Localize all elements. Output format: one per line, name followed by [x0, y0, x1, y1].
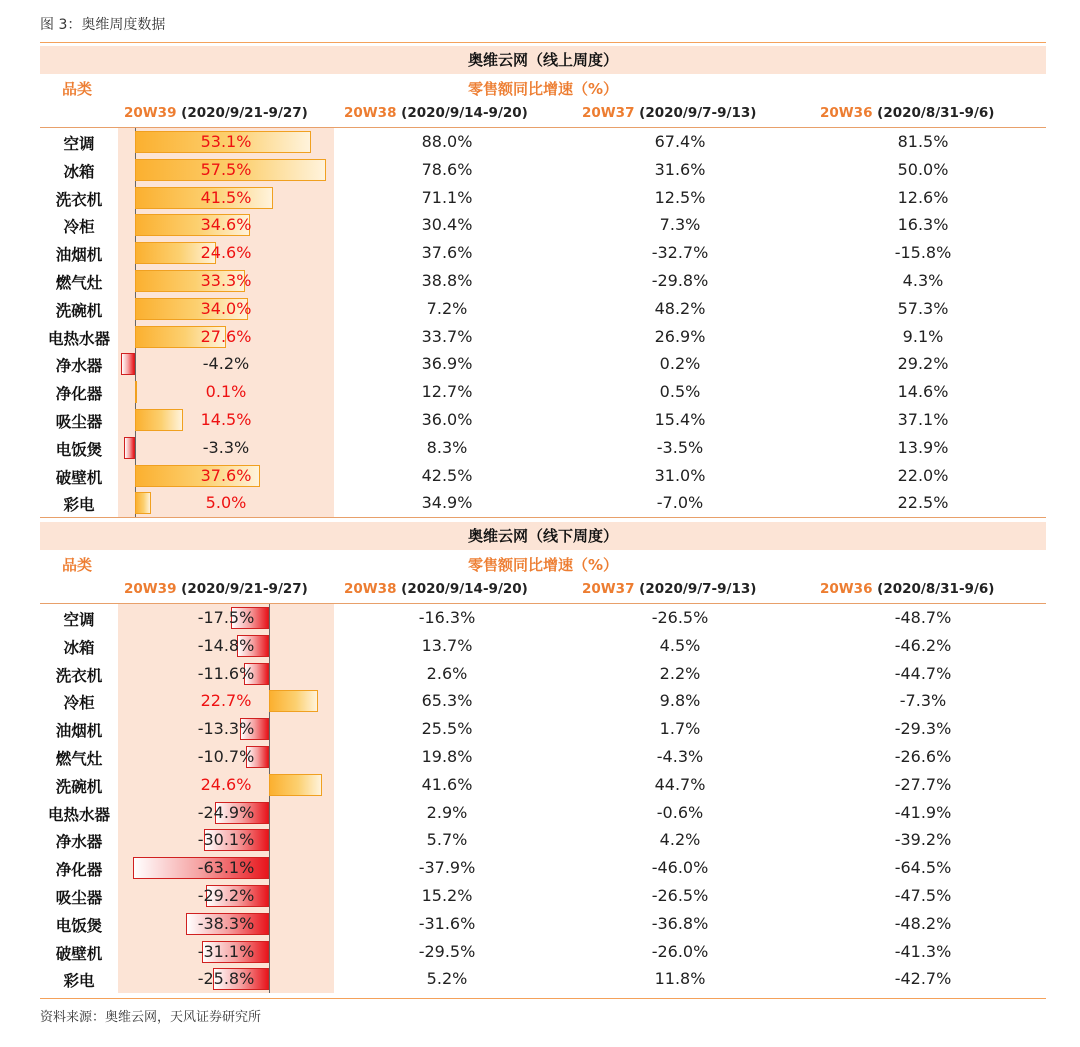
category-name: 电热水器	[47, 805, 110, 824]
value-20w36: -7.3%	[899, 691, 947, 711]
value-20w37: 11.8%	[654, 969, 706, 989]
category-name: 冰箱	[63, 638, 95, 657]
table-row	[40, 211, 1046, 239]
value-20w38: 36.0%	[421, 409, 473, 429]
value-20w36: 81.5%	[897, 132, 949, 151]
value-20w36: -44.7%	[894, 663, 952, 683]
value-20w38: -16.3%	[418, 608, 476, 627]
week-code: 20W36	[820, 581, 873, 597]
value-20w37: 67.4%	[654, 132, 706, 151]
value-20w37: 4.5%	[659, 635, 701, 655]
value-20w37: 12.5%	[654, 187, 706, 207]
top-rule	[40, 42, 1046, 43]
category-name: 净化器	[55, 861, 103, 880]
value-20w38: 15.2%	[421, 885, 473, 905]
value-20w38: 13.7%	[421, 635, 473, 655]
value-20w37: -46.0%	[651, 858, 709, 878]
value-20w39: 27.6%	[200, 326, 252, 346]
table-row	[40, 239, 1046, 267]
value-20w36: -41.9%	[894, 802, 952, 822]
week-header-20w38	[344, 581, 528, 597]
value-20w37: 2.2%	[659, 663, 701, 683]
week-header-20w39	[124, 105, 308, 121]
week-header-20w38	[344, 105, 528, 121]
category-name: 电饭煲	[55, 440, 103, 459]
value-20w39: -13.3%	[197, 719, 255, 739]
value-20w38: 8.3%	[426, 437, 468, 457]
value-20w38: 12.7%	[421, 382, 473, 402]
value-20w39: 57.5%	[200, 159, 252, 179]
value-20w37: -26.5%	[651, 885, 709, 905]
value-20w36: 16.3%	[897, 215, 949, 235]
week-range: (2020/9/14-9/20)	[396, 105, 528, 121]
category-name: 净水器	[55, 357, 103, 376]
week-code: 20W38	[344, 105, 397, 121]
value-20w39: -31.1%	[197, 941, 255, 961]
category-name: 洗衣机	[55, 666, 103, 685]
week-range: (2020/8/31-9/6)	[872, 581, 995, 597]
table-row	[40, 128, 1046, 156]
table-row	[40, 687, 1046, 715]
value-20w38: 33.7%	[421, 326, 473, 346]
value-20w37: 7.3%	[659, 215, 701, 235]
value-20w36: -15.8%	[894, 243, 952, 263]
value-20w37: 31.0%	[654, 465, 706, 485]
value-20w38: 5.2%	[426, 969, 468, 989]
category-name: 冷柜	[63, 694, 95, 713]
value-20w37: 48.2%	[654, 298, 706, 318]
metric-header: 零售额同比增速（%）	[467, 556, 619, 574]
category-name: 燃气灶	[55, 749, 103, 768]
table-body	[40, 128, 1046, 517]
value-20w37: -4.3%	[656, 746, 704, 766]
table-row	[40, 323, 1046, 351]
value-20w37: 31.6%	[654, 159, 706, 179]
offline-weekly-table	[40, 522, 1046, 993]
week-header-20w39	[124, 581, 308, 597]
value-20w37: -36.8%	[651, 913, 709, 933]
category-name: 油烟机	[55, 722, 103, 741]
value-20w37: -32.7%	[651, 243, 709, 263]
value-20w37: 9.8%	[659, 691, 701, 711]
value-20w36: -64.5%	[894, 858, 952, 878]
value-20w39: 22.7%	[200, 691, 252, 711]
category-name: 彩电	[63, 972, 95, 991]
category-header: 品类	[62, 556, 93, 574]
category-name: 破壁机	[55, 468, 103, 487]
value-20w37: 44.7%	[654, 774, 706, 794]
value-20w39: -29.2%	[197, 885, 255, 905]
value-20w39: 53.1%	[200, 132, 252, 151]
week-code: 20W37	[582, 105, 635, 121]
value-20w37: -26.0%	[651, 941, 709, 961]
value-20w37: 15.4%	[654, 409, 706, 429]
value-20w39: -24.9%	[197, 802, 255, 822]
value-20w36: -48.7%	[894, 608, 952, 627]
value-20w38: -31.6%	[418, 913, 476, 933]
table-row	[40, 406, 1046, 434]
value-20w36: -39.2%	[894, 830, 952, 850]
category-name: 洗碗机	[55, 777, 103, 796]
table-row	[40, 156, 1046, 184]
value-20w39: -17.5%	[197, 608, 255, 627]
category-name: 净化器	[55, 385, 103, 404]
value-20w39: -38.3%	[197, 913, 255, 933]
value-20w38: 37.6%	[421, 243, 473, 263]
value-20w38: 42.5%	[421, 465, 473, 485]
week-range: (2020/9/7-9/13)	[634, 581, 757, 597]
table-row	[40, 434, 1046, 462]
value-20w36: -46.2%	[894, 635, 952, 655]
category-name: 空调	[63, 611, 95, 629]
value-20w36: 22.0%	[897, 465, 949, 485]
week-header-20w36	[820, 105, 994, 121]
category-header: 品类	[62, 80, 93, 98]
week-header-20w36	[820, 581, 994, 597]
value-20w39: 41.5%	[200, 187, 252, 207]
table-row	[40, 826, 1046, 854]
table-row	[40, 267, 1046, 295]
week-range: (2020/9/7-9/13)	[634, 105, 757, 121]
category-name: 电热水器	[47, 329, 110, 348]
category-name: 洗衣机	[55, 190, 103, 209]
header-row	[40, 550, 1046, 577]
category-name: 吸尘器	[55, 412, 103, 431]
week-code: 20W37	[582, 581, 635, 597]
table-row	[40, 882, 1046, 910]
value-20w37: -26.5%	[651, 608, 709, 627]
value-20w39: 34.6%	[200, 215, 252, 235]
value-20w36: -42.7%	[894, 969, 952, 989]
value-20w37: -0.6%	[656, 802, 704, 822]
value-20w37: 0.5%	[659, 382, 701, 402]
value-20w39: -3.3%	[202, 437, 250, 457]
value-20w39: 14.5%	[200, 409, 252, 429]
value-20w39: 33.3%	[200, 270, 252, 290]
category-name: 洗碗机	[55, 301, 103, 320]
header-row	[40, 74, 1046, 101]
table-row	[40, 938, 1046, 966]
bottom-rule	[40, 998, 1046, 999]
value-20w39: 24.6%	[200, 774, 252, 794]
value-20w36: -26.6%	[894, 746, 952, 766]
section-divider	[40, 517, 1046, 518]
figure-title: 图 3：奥维周度数据	[40, 17, 166, 33]
value-20w37: 0.2%	[659, 354, 701, 374]
value-20w37: 26.9%	[654, 326, 706, 346]
value-20w36: -41.3%	[894, 941, 952, 961]
value-20w38: 41.6%	[421, 774, 473, 794]
table-row	[40, 743, 1046, 771]
table-row	[40, 660, 1046, 688]
value-20w39: -4.2%	[202, 354, 250, 374]
week-code: 20W38	[344, 581, 397, 597]
table-row	[40, 462, 1046, 490]
value-20w38: -37.9%	[418, 858, 476, 878]
value-20w36: 22.5%	[897, 493, 949, 513]
category-name: 吸尘器	[55, 888, 103, 907]
value-20w39: -10.7%	[197, 746, 255, 766]
table-row	[40, 910, 1046, 938]
table-row	[40, 604, 1046, 632]
value-20w37: 1.7%	[659, 719, 701, 739]
value-20w38: 38.8%	[421, 270, 473, 290]
table-row	[40, 854, 1046, 882]
table-row	[40, 632, 1046, 660]
category-name: 电饭煲	[55, 916, 103, 935]
value-20w39: -25.8%	[197, 969, 255, 989]
table-title: 奥维云网（线下周度）	[40, 522, 1046, 550]
value-20w36: 9.1%	[902, 326, 944, 346]
table-row	[40, 295, 1046, 323]
value-20w38: 78.6%	[421, 159, 473, 179]
table-row	[40, 378, 1046, 406]
value-20w38: 25.5%	[421, 719, 473, 739]
value-20w36: -48.2%	[894, 913, 952, 933]
value-20w38: 7.2%	[426, 298, 468, 318]
value-20w37: -7.0%	[656, 493, 704, 513]
value-20w39: 5.0%	[205, 493, 247, 513]
table-row	[40, 350, 1046, 378]
value-20w37: 4.2%	[659, 830, 701, 850]
category-name: 空调	[63, 135, 95, 153]
table-row	[40, 184, 1046, 212]
value-20w36: -47.5%	[894, 885, 952, 905]
value-20w36: -29.3%	[894, 719, 952, 739]
table-row	[40, 965, 1046, 993]
value-20w36: -27.7%	[894, 774, 952, 794]
value-20w36: 57.3%	[897, 298, 949, 318]
value-20w39: -63.1%	[197, 858, 255, 878]
value-20w36: 4.3%	[902, 270, 944, 290]
value-20w36: 14.6%	[897, 382, 949, 402]
category-name: 冰箱	[63, 162, 95, 181]
value-20w38: 65.3%	[421, 691, 473, 711]
value-20w38: 2.6%	[426, 663, 468, 683]
week-header-row	[40, 577, 1046, 604]
value-20w38: 71.1%	[421, 187, 473, 207]
category-name: 净水器	[55, 833, 103, 852]
online-weekly-table	[40, 46, 1046, 518]
category-name: 冷柜	[63, 218, 95, 237]
week-range: (2020/8/31-9/6)	[872, 105, 995, 121]
metric-header: 零售额同比增速（%）	[467, 80, 619, 98]
table-title: 奥维云网（线上周度）	[40, 46, 1046, 74]
value-20w38: 30.4%	[421, 215, 473, 235]
value-20w39: -11.6%	[197, 663, 255, 683]
week-code: 20W36	[820, 105, 873, 121]
value-20w36: 37.1%	[897, 409, 949, 429]
value-20w36: 12.6%	[897, 187, 949, 207]
value-20w39: 37.6%	[200, 465, 252, 485]
week-range: (2020/9/21-9/27)	[176, 105, 308, 121]
value-20w37: -3.5%	[656, 437, 704, 457]
value-20w39: 0.1%	[205, 382, 247, 402]
value-20w38: 5.7%	[426, 830, 468, 850]
value-20w38: 19.8%	[421, 746, 473, 766]
table-row	[40, 771, 1046, 799]
value-20w38: 36.9%	[421, 354, 473, 374]
value-20w37: -29.8%	[651, 270, 709, 290]
week-header-20w37	[582, 581, 756, 597]
value-20w38: -29.5%	[418, 941, 476, 961]
table-body	[40, 604, 1046, 993]
week-code: 20W39	[124, 105, 177, 121]
week-header-20w37	[582, 105, 756, 121]
category-name: 燃气灶	[55, 273, 103, 292]
value-20w36: 13.9%	[897, 437, 949, 457]
value-20w39: -30.1%	[197, 830, 255, 850]
source-note: 资料来源：奥维云网，天风证券研究所	[40, 1010, 262, 1025]
category-name: 彩电	[63, 496, 95, 515]
value-20w39: 34.0%	[200, 298, 252, 318]
value-20w39: 24.6%	[200, 243, 252, 263]
category-name: 油烟机	[55, 246, 103, 265]
table-row	[40, 715, 1046, 743]
value-20w38: 2.9%	[426, 802, 468, 822]
week-range: (2020/9/21-9/27)	[176, 581, 308, 597]
value-20w36: 50.0%	[897, 159, 949, 179]
value-20w36: 29.2%	[897, 354, 949, 374]
week-header-row	[40, 101, 1046, 128]
value-20w39: -14.8%	[197, 635, 255, 655]
value-20w38: 34.9%	[421, 493, 473, 513]
table-row	[40, 489, 1046, 517]
week-code: 20W39	[124, 581, 177, 597]
table-row	[40, 799, 1046, 827]
category-name: 破壁机	[55, 944, 103, 963]
week-range: (2020/9/14-9/20)	[396, 581, 528, 597]
value-20w38: 88.0%	[421, 132, 473, 151]
